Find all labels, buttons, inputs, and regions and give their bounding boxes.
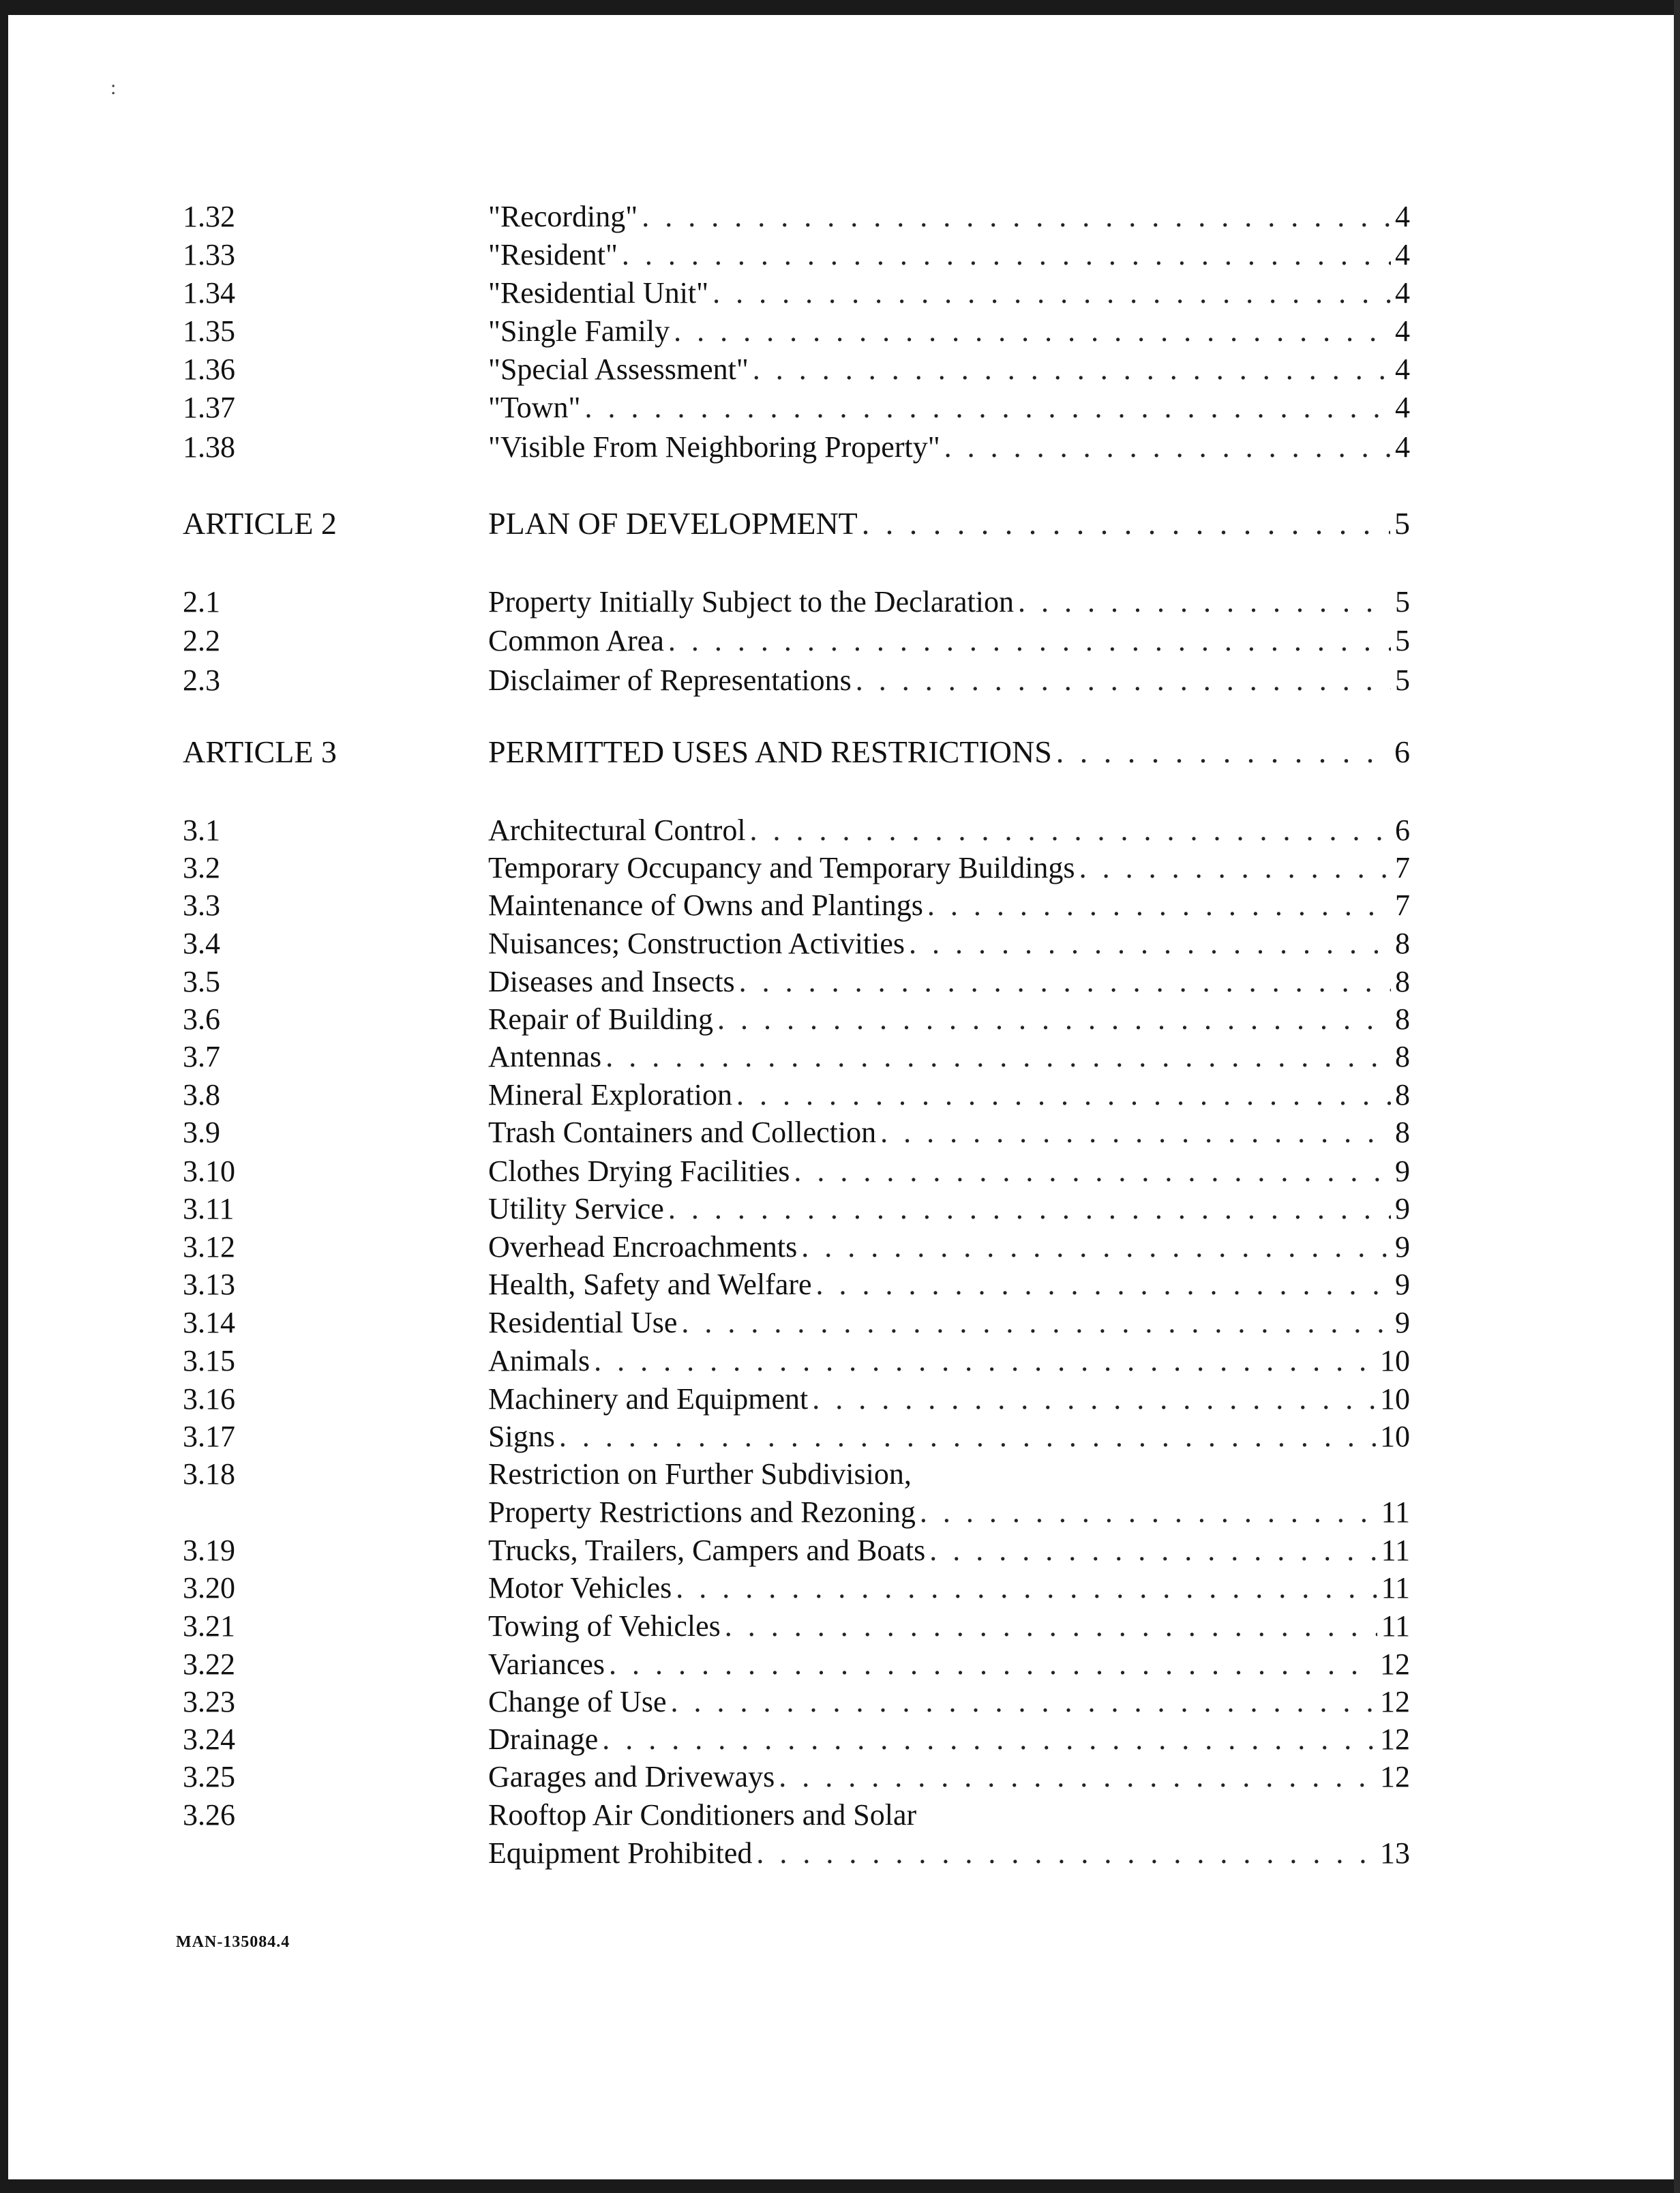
toc-dot-leader <box>750 811 1391 850</box>
toc-title-line <box>488 350 1410 389</box>
toc-section-number: 3.13 <box>183 1268 235 1301</box>
toc-title-line <box>488 1380 1410 1418</box>
toc-page-number: 5 <box>1395 624 1410 657</box>
toc-page-number: 10 <box>1380 1420 1410 1453</box>
toc-dot-leader <box>880 1114 1391 1152</box>
toc-page-number: 8 <box>1395 965 1410 998</box>
toc-section-number: 3.3 <box>183 889 220 922</box>
toc-page-number: 4 <box>1395 276 1410 310</box>
toc-title-line <box>488 1683 1410 1721</box>
toc-section-number: 1.38 <box>183 430 235 464</box>
toc-page-number: 9 <box>1395 1192 1410 1225</box>
toc-section-number: 1.33 <box>183 238 235 271</box>
toc-section-title: Common Area <box>488 624 664 657</box>
toc-title-line <box>488 1418 1410 1456</box>
toc-dot-leader <box>676 1569 1377 1607</box>
toc-page-number: 4 <box>1395 353 1410 386</box>
toc-page-number: 12 <box>1380 1685 1410 1718</box>
toc-title-line <box>488 1607 1410 1645</box>
scan-border-bottom <box>0 2179 1680 2193</box>
toc-section-title: Property Restrictions and Rezoning <box>488 1495 916 1529</box>
toc-section-number: 3.2 <box>183 851 220 884</box>
toc-section-number: 3.23 <box>183 1685 235 1718</box>
toc-page-number: 9 <box>1395 1154 1410 1188</box>
toc-dot-leader <box>812 1380 1376 1418</box>
toc-section-title: Change of Use <box>488 1685 667 1718</box>
toc-section-number: 3.14 <box>183 1306 235 1339</box>
toc-section-title: Maintenance of Owns and Plantings <box>488 889 923 922</box>
toc-section-title: Temporary Occupancy and Temporary Buildings <box>488 851 1075 884</box>
toc-section-number: ARTICLE 2 <box>183 506 337 541</box>
toc-page-number: 11 <box>1381 1609 1410 1643</box>
toc-section-title: Garages and Driveways <box>488 1760 775 1793</box>
toc-title-line <box>488 1645 1410 1684</box>
toc-section-title: "Town" <box>488 391 581 424</box>
toc-section-number: 3.26 <box>183 1798 235 1832</box>
toc-page-number: 4 <box>1395 430 1410 464</box>
toc-section-title: Residential Use <box>488 1306 678 1339</box>
toc-entry <box>183 1342 1410 1380</box>
toc-dot-leader <box>779 1758 1376 1796</box>
document-id-footer: MAN-135084.4 <box>176 1933 290 1951</box>
toc-dot-leader <box>794 1152 1391 1191</box>
toc-page-number: 5 <box>1395 663 1410 697</box>
toc-dot-leader <box>801 1228 1391 1266</box>
toc-dot-leader <box>862 505 1390 543</box>
toc-entry <box>183 1645 1410 1684</box>
toc-page-number: 4 <box>1395 200 1410 233</box>
toc-entry <box>183 389 1410 427</box>
toc-dot-leader <box>944 428 1391 466</box>
toc-section-number: 1.35 <box>183 314 235 348</box>
toc-section-number: 3.25 <box>183 1760 235 1793</box>
toc-section-number: 3.15 <box>183 1344 235 1377</box>
toc-page-number: 11 <box>1381 1534 1410 1567</box>
toc-page-number: 10 <box>1380 1382 1410 1416</box>
toc-page-number: 8 <box>1395 1116 1410 1149</box>
toc-dot-leader <box>736 1076 1391 1114</box>
toc-section-title: Machinery and Equipment <box>488 1382 809 1416</box>
toc-section-number: 3.11 <box>183 1192 235 1225</box>
toc-section-number: 3.6 <box>183 1002 220 1036</box>
toc-dot-leader <box>609 1645 1376 1684</box>
toc-title-line <box>488 963 1410 1001</box>
toc-page-number: 4 <box>1395 314 1410 348</box>
toc-section-number: 3.22 <box>183 1647 235 1681</box>
toc-entry <box>183 350 1410 389</box>
toc-page-number: 8 <box>1395 927 1410 960</box>
toc-dot-leader <box>920 1493 1377 1532</box>
toc-section-title: "Resident" <box>488 238 618 271</box>
toc-entry <box>183 1532 1410 1570</box>
toc-entry <box>183 1834 1410 1873</box>
toc-title-line <box>488 1038 1410 1076</box>
toc-entry <box>183 849 1410 887</box>
toc-page-number: 10 <box>1380 1344 1410 1377</box>
toc-dot-leader <box>753 350 1391 389</box>
toc-title-line <box>488 1266 1410 1304</box>
scan-speck: : <box>110 76 117 99</box>
toc-article-heading <box>183 505 1410 543</box>
toc-page-number: 5 <box>1395 585 1410 618</box>
toc-page-number: 11 <box>1381 1571 1410 1605</box>
toc-section-number: 3.20 <box>183 1571 235 1605</box>
toc-section-title: PERMITTED USES AND RESTRICTIONS <box>488 734 1052 769</box>
toc-dot-leader <box>681 1304 1391 1342</box>
toc-entry <box>183 1569 1410 1607</box>
toc-page-number: 7 <box>1395 851 1410 884</box>
toc-entry <box>183 1000 1410 1039</box>
toc-section-title: "Visible From Neighboring Property" <box>488 430 940 464</box>
toc-title-line <box>488 1720 1410 1759</box>
toc-dot-leader <box>756 1834 1376 1873</box>
toc-title-line <box>488 811 1410 850</box>
toc-section-number: ARTICLE 3 <box>183 734 337 769</box>
toc-section-number: 1.37 <box>183 391 235 424</box>
toc-dot-leader <box>622 236 1391 274</box>
toc-entry <box>183 1796 1410 1834</box>
toc-article-heading <box>183 733 1410 771</box>
toc-dot-leader <box>668 1190 1391 1228</box>
toc-section-number: 3.7 <box>183 1040 220 1073</box>
toc-section-title: Trucks, Trailers, Campers and Boats <box>488 1534 926 1567</box>
toc-dot-leader <box>559 1418 1376 1456</box>
toc-page-number: 12 <box>1380 1647 1410 1681</box>
toc-entry <box>183 583 1410 621</box>
toc-page-number: 9 <box>1395 1268 1410 1301</box>
toc-section-title: Signs <box>488 1420 555 1453</box>
toc-title-line <box>488 733 1410 771</box>
toc-dot-leader <box>712 274 1391 312</box>
toc-section-title: Health, Safety and Welfare <box>488 1268 812 1301</box>
toc-dot-leader <box>585 389 1391 427</box>
toc-entry <box>183 811 1410 850</box>
toc-section-title: Trash Containers and Collection <box>488 1116 877 1149</box>
toc-title-line <box>488 1796 1410 1834</box>
toc-section-title: Nuisances; Construction Activities <box>488 927 905 960</box>
toc-title-line <box>488 1493 1410 1532</box>
toc-section-title: Motor Vehicles <box>488 1571 672 1605</box>
toc-section-title: "Residential Unit" <box>488 276 709 310</box>
toc-title-line <box>488 886 1410 925</box>
toc-title-line <box>488 622 1410 660</box>
toc-entry <box>183 274 1410 312</box>
toc-section-title: Architectural Control <box>488 814 746 847</box>
toc-entry <box>183 236 1410 274</box>
toc-dot-leader <box>725 1607 1377 1645</box>
toc-section-title: Restriction on Further Subdivision, <box>488 1457 912 1491</box>
toc-entry <box>183 925 1410 963</box>
toc-entry <box>183 1418 1410 1456</box>
toc-page-number: 7 <box>1395 889 1410 922</box>
toc-page-number: 6 <box>1394 734 1410 769</box>
toc-entry <box>183 1607 1410 1645</box>
toc-section-number: 3.17 <box>183 1420 235 1453</box>
toc-section-number: 2.1 <box>183 585 220 618</box>
toc-section-number: 1.32 <box>183 200 235 233</box>
toc-title-line <box>488 428 1410 466</box>
toc-page-number: 12 <box>1380 1722 1410 1756</box>
toc-title-line <box>488 1532 1410 1570</box>
toc-section-title: Rooftop Air Conditioners and Solar <box>488 1798 917 1832</box>
toc-title-line <box>488 661 1410 700</box>
toc-dot-leader <box>642 198 1391 236</box>
toc-entry <box>183 1455 1410 1493</box>
toc-page-number: 5 <box>1394 506 1410 541</box>
toc-dot-leader <box>927 886 1391 925</box>
toc-page-number: 4 <box>1395 238 1410 271</box>
toc-section-number: 1.34 <box>183 276 235 310</box>
toc-dot-leader <box>671 1683 1377 1721</box>
toc-section-title: Property Initially Subject to the Declaration <box>488 585 1015 618</box>
toc-entry <box>183 1493 1410 1532</box>
toc-dot-leader <box>674 312 1391 350</box>
toc-title-line <box>488 1569 1410 1607</box>
toc-entry <box>183 198 1410 236</box>
toc-title-line <box>488 583 1410 621</box>
toc-page-number: 8 <box>1395 1078 1410 1112</box>
toc-entry <box>183 1380 1410 1418</box>
toc-section-number: 3.16 <box>183 1382 235 1416</box>
toc-title-line <box>488 1304 1410 1342</box>
toc-page-number: 13 <box>1380 1836 1410 1870</box>
toc-section-title: Repair of Building <box>488 1002 713 1036</box>
toc-section-number: 3.5 <box>183 965 220 998</box>
toc-page-number: 11 <box>1381 1495 1410 1529</box>
toc-section-number: 1.36 <box>183 353 235 386</box>
toc-dot-leader <box>739 963 1391 1001</box>
toc-page-number: 8 <box>1395 1002 1410 1036</box>
toc-title-line <box>488 274 1410 312</box>
toc-dot-leader <box>816 1266 1391 1304</box>
toc-section-title: "Recording" <box>488 200 638 233</box>
toc-entry <box>183 1190 1410 1228</box>
toc-dot-leader <box>856 661 1391 700</box>
toc-section-number: 3.9 <box>183 1116 220 1149</box>
toc-page-number: 8 <box>1395 1040 1410 1073</box>
toc-entry <box>183 1076 1410 1114</box>
toc-page-number: 4 <box>1395 391 1410 424</box>
toc-section-title: Towing of Vehicles <box>488 1609 721 1643</box>
toc-dot-leader <box>602 1720 1376 1759</box>
toc-dot-leader <box>594 1342 1376 1380</box>
toc-section-number: 3.4 <box>183 927 220 960</box>
toc-section-number: 3.18 <box>183 1457 235 1491</box>
toc-title-line <box>488 1076 1410 1114</box>
toc-section-title: Variances <box>488 1647 605 1681</box>
toc-page-number: 9 <box>1395 1230 1410 1264</box>
toc-section-number: 3.12 <box>183 1230 235 1264</box>
toc-title-line <box>488 1000 1410 1039</box>
toc-dot-leader <box>605 1038 1391 1076</box>
toc-title-line <box>488 505 1410 543</box>
toc-entry <box>183 312 1410 350</box>
toc-page-number: 9 <box>1395 1306 1410 1339</box>
toc-section-title: Diseases and Insects <box>488 965 735 998</box>
toc-section-number: 3.1 <box>183 814 220 847</box>
toc-title-line <box>488 1114 1410 1152</box>
toc-dot-leader <box>909 925 1391 963</box>
toc-entry <box>183 1720 1410 1759</box>
toc-section-title: Utility Service <box>488 1192 664 1225</box>
toc-entry <box>183 1304 1410 1342</box>
toc-dot-leader <box>1018 583 1391 621</box>
toc-entry <box>183 1758 1410 1796</box>
toc-dot-leader <box>668 622 1391 660</box>
toc-entry <box>183 428 1410 466</box>
toc-section-title: Clothes Drying Facilities <box>488 1154 790 1188</box>
toc-section-number: 3.8 <box>183 1078 220 1112</box>
toc-entry <box>183 886 1410 925</box>
toc-title-line <box>488 849 1410 887</box>
toc-entry <box>183 1683 1410 1721</box>
toc-dot-leader <box>929 1532 1377 1570</box>
toc-entry <box>183 622 1410 660</box>
toc-section-number: 3.21 <box>183 1609 235 1643</box>
toc-section-title: Disclaimer of Representations <box>488 663 852 697</box>
toc-section-title: "Single Family <box>488 314 670 348</box>
toc-section-title: Mineral Exploration <box>488 1078 733 1112</box>
toc-section-number: 2.3 <box>183 663 220 697</box>
toc-title-line <box>488 312 1410 350</box>
toc-section-number: 3.10 <box>183 1154 235 1188</box>
toc-title-line <box>488 1152 1410 1191</box>
toc-title-line <box>488 198 1410 236</box>
toc-section-title: PLAN OF DEVELOPMENT <box>488 506 858 541</box>
toc-dot-leader <box>717 1000 1391 1039</box>
toc-page-number: 6 <box>1395 814 1410 847</box>
toc-entry <box>183 963 1410 1001</box>
toc-entry <box>183 1266 1410 1304</box>
toc-section-number: 3.19 <box>183 1534 235 1567</box>
toc-entry <box>183 661 1410 700</box>
toc-entry <box>183 1152 1410 1191</box>
toc-entry <box>183 1228 1410 1266</box>
toc-title-line <box>488 1834 1410 1873</box>
toc-entry <box>183 1038 1410 1076</box>
toc-section-title: "Special Assessment" <box>488 353 749 386</box>
toc-section-title: Antennas <box>488 1040 602 1073</box>
toc-section-title: Equipment Prohibited <box>488 1836 753 1870</box>
toc-title-line <box>488 1342 1410 1380</box>
toc-section-number: 2.2 <box>183 624 220 657</box>
toc-section-title: Overhead Encroachments <box>488 1230 798 1264</box>
toc-dot-leader <box>1079 849 1391 887</box>
toc-dot-leader <box>1056 733 1390 771</box>
toc-section-number: 3.24 <box>183 1722 235 1756</box>
toc-title-line <box>488 925 1410 963</box>
toc-title-line <box>488 1455 1410 1493</box>
toc-section-title: Animals <box>488 1344 590 1377</box>
toc-entry <box>183 1114 1410 1152</box>
toc-title-line <box>488 1758 1410 1796</box>
toc-page-number: 12 <box>1380 1760 1410 1793</box>
toc-section-title: Drainage <box>488 1722 599 1756</box>
toc-title-line <box>488 389 1410 427</box>
toc-title-line <box>488 1228 1410 1266</box>
toc-title-line <box>488 1190 1410 1228</box>
toc-title-line <box>488 236 1410 274</box>
